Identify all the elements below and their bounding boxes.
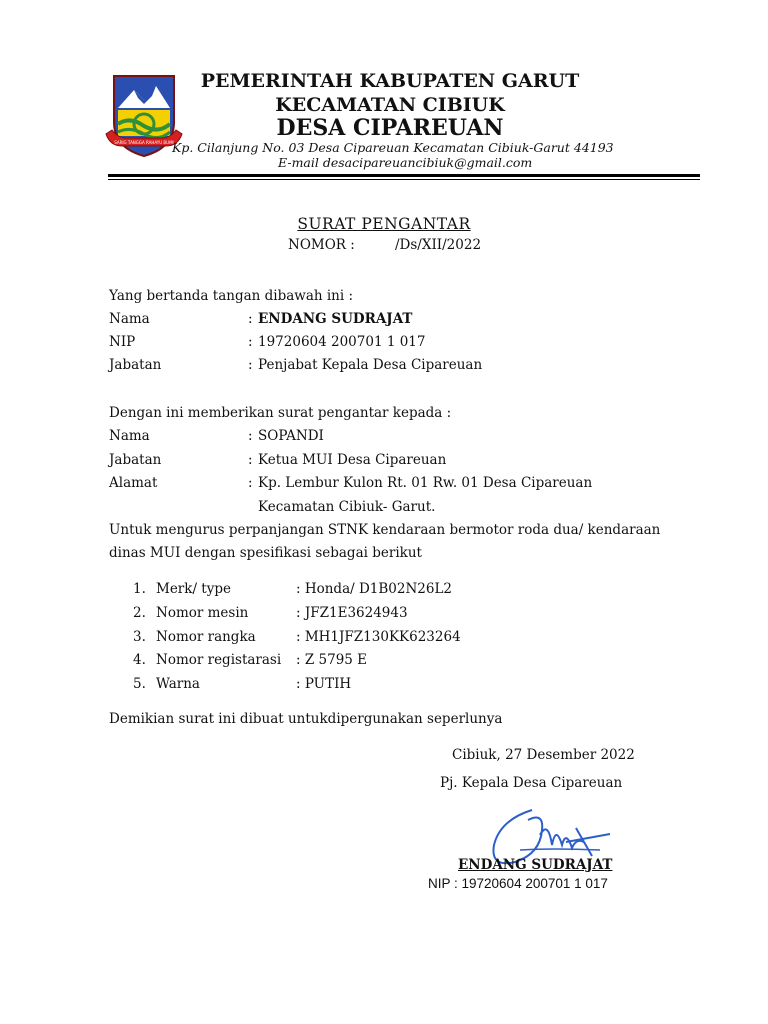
closing-text: Demikian surat ini dibuat untukdipergunakan seperlunya <box>109 711 503 727</box>
colon: : <box>248 475 253 491</box>
spec-number: 4. <box>133 652 146 668</box>
header-line-3: DESA CIPAREUAN <box>276 115 504 141</box>
signer-nama-value: ENDANG SUDRAJAT <box>258 311 413 327</box>
sign-name: ENDANG SUDRAJAT <box>458 857 613 873</box>
header-line-2: KECAMATAN CIBIUK <box>275 94 505 116</box>
signer-jabatan-value: Penjabat Kepala Desa Cipareuan <box>258 357 483 373</box>
signer-nip-label: NIP <box>109 334 136 350</box>
intro-text: Yang bertanda tangan dibawah ini : <box>109 288 354 304</box>
svg-text:SARIG TANGGA RAHAYU BUMI: SARIG TANGGA RAHAYU BUMI <box>114 140 174 145</box>
spec-label: Nomor rangka <box>156 629 256 645</box>
header-address: Kp. Cilanjung No. 03 Desa Cipareuan Kecamatan Cibiuk-Garut 44193 <box>172 140 614 155</box>
spec-value: : Z 5795 E <box>296 652 368 668</box>
recipient-nama-value: SOPANDI <box>258 428 324 444</box>
nomor-value: /Ds/XII/2022 <box>395 237 482 253</box>
signer-nama-label: Nama <box>109 311 150 327</box>
spec-value: : Honda/ D1B02N26L2 <box>296 581 453 597</box>
spec-number: 5. <box>133 676 146 692</box>
recipient-alamat-line-1: Kp. Lembur Kulon Rt. 01 Rw. 01 Desa Cipareuan <box>258 475 593 491</box>
colon: : <box>248 334 253 350</box>
header-rule-thin <box>108 179 700 180</box>
recipient-intro: Dengan ini memberikan surat pengantar kepada : <box>109 405 452 421</box>
recipient-alamat-line-2: Kecamatan Cibiuk- Garut. <box>258 499 436 515</box>
colon: : <box>248 452 253 468</box>
recipient-jabatan-label: Jabatan <box>109 452 162 468</box>
spec-label: Warna <box>156 676 200 692</box>
signer-jabatan-label: Jabatan <box>109 357 162 373</box>
colon: : <box>248 357 253 373</box>
purpose-line-1: Untuk mengurus perpanjangan STNK kendaraan bermotor roda dua/ kendaraan <box>109 522 661 538</box>
nomor-label: NOMOR : <box>288 237 355 253</box>
spec-value: : JFZ1E3624943 <box>296 605 408 621</box>
recipient-nama-label: Nama <box>109 428 150 444</box>
signer-position: Pj. Kepala Desa Cipareuan <box>440 775 623 791</box>
spec-number: 3. <box>133 629 146 645</box>
header-rule-thick <box>108 174 700 177</box>
recipient-jabatan-value: Ketua MUI Desa Cipareuan <box>258 452 447 468</box>
colon: : <box>248 428 253 444</box>
spec-value: : MH1JFZ130KK623264 <box>296 629 461 645</box>
purpose-line-2: dinas MUI dengan spesifikasi sebagai berikut <box>109 545 422 561</box>
colon: : <box>248 311 253 327</box>
place-date: Cibiuk, 27 Desember 2022 <box>452 747 635 763</box>
letter-title: SURAT PENGANTAR <box>297 215 471 233</box>
spec-label: Nomor registarasi <box>156 652 282 668</box>
header-email: E-mail desacipareuancibiuk@gmail.com <box>278 155 533 170</box>
sign-nip: NIP : 19720604 200701 1 017 <box>428 876 608 891</box>
spec-value: : PUTIH <box>296 676 352 692</box>
spec-label: Merk/ type <box>156 581 231 597</box>
spec-number: 1. <box>133 581 146 597</box>
signer-nip-value: 19720604 200701 1 017 <box>258 334 426 350</box>
spec-label: Nomor mesin <box>156 605 249 621</box>
spec-number: 2. <box>133 605 146 621</box>
header-line-1: PEMERINTAH KABUPATEN GARUT <box>200 70 580 92</box>
recipient-alamat-label: Alamat <box>109 475 158 491</box>
